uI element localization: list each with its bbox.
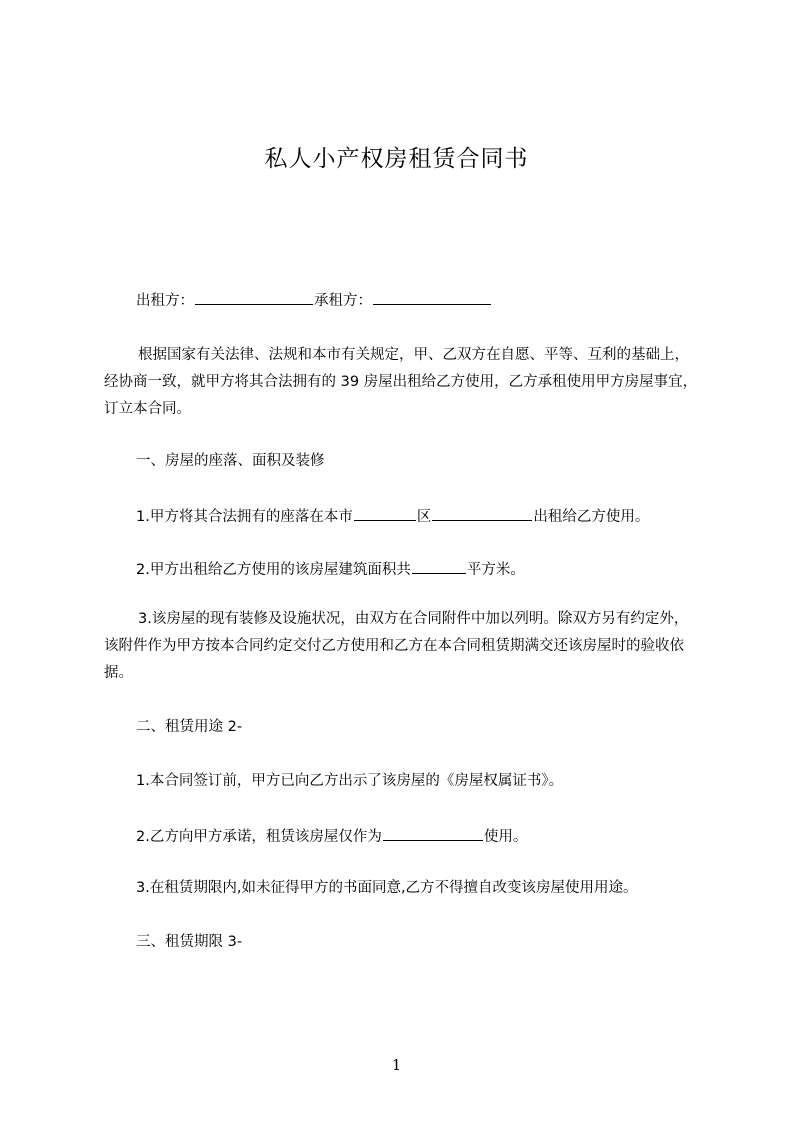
area-blank bbox=[412, 558, 466, 574]
section2-item3: 3.在租赁期限内,如未征得甲方的书面同意,乙方不得擅自改变该房屋使用用途。 bbox=[136, 880, 638, 896]
section1-item1-part1: 1.甲方将其合法拥有的座落在本市 bbox=[136, 509, 353, 525]
section2-heading: 二、租赁用途 2- bbox=[136, 719, 243, 735]
section1-item1 bbox=[136, 505, 649, 527]
parties-line bbox=[136, 289, 492, 311]
section1-item3-text: 3.该房屋的现有装修及设施状况，由双方在合同附件中加以列明。除双方另有约定外，该附件作为甲方按本合同约定交付乙方使用和乙方在本合同租赁期满交还该房屋时的验收依据。 bbox=[104, 611, 689, 681]
lessor-label: 出租方： bbox=[136, 293, 194, 309]
section2-item2-part1: 2.乙方向甲方承诺，租赁该房屋仅作为 bbox=[136, 829, 382, 845]
preamble-text: 根据国家有关法律、法规和本市有关规定，甲、乙双方在自愿、平等、互利的基础上，经协商一致，就甲方将其合法拥有的 39 房屋出租给乙方使用，乙方承租使用甲方房屋事宜，订立本合同。 bbox=[104, 347, 698, 417]
section1-item2-part2: 平方米。 bbox=[466, 562, 525, 578]
preamble-paragraph bbox=[104, 342, 700, 423]
address-blank bbox=[432, 505, 532, 521]
lessor-blank bbox=[195, 289, 313, 305]
lessee-blank bbox=[373, 289, 491, 305]
page-number: 1 bbox=[391, 1056, 402, 1074]
section2-item1: 1.本合同签订前，甲方已向乙方出示了该房屋的《房屋权属证书》。 bbox=[136, 773, 564, 789]
usage-blank bbox=[383, 825, 483, 841]
section1-item1-part2: 区 bbox=[416, 509, 432, 525]
section1-item3 bbox=[104, 606, 700, 687]
section2-item2 bbox=[136, 825, 527, 847]
section1-heading: 一、房屋的座落、面积及装修 bbox=[136, 453, 325, 469]
section2-item2-part2: 使用。 bbox=[483, 829, 528, 845]
section3-heading: 三、租赁期限 3- bbox=[136, 934, 243, 950]
document-title: 私人小产权房租赁合同书 bbox=[264, 146, 529, 172]
lessee-label: 承租方： bbox=[314, 293, 372, 309]
section1-item1-part3: 出租给乙方使用。 bbox=[533, 509, 650, 525]
district-blank bbox=[354, 505, 416, 521]
section1-item2-part1: 2.甲方出租给乙方使用的该房屋建筑面积共 bbox=[136, 562, 411, 578]
section1-item2 bbox=[136, 558, 525, 580]
